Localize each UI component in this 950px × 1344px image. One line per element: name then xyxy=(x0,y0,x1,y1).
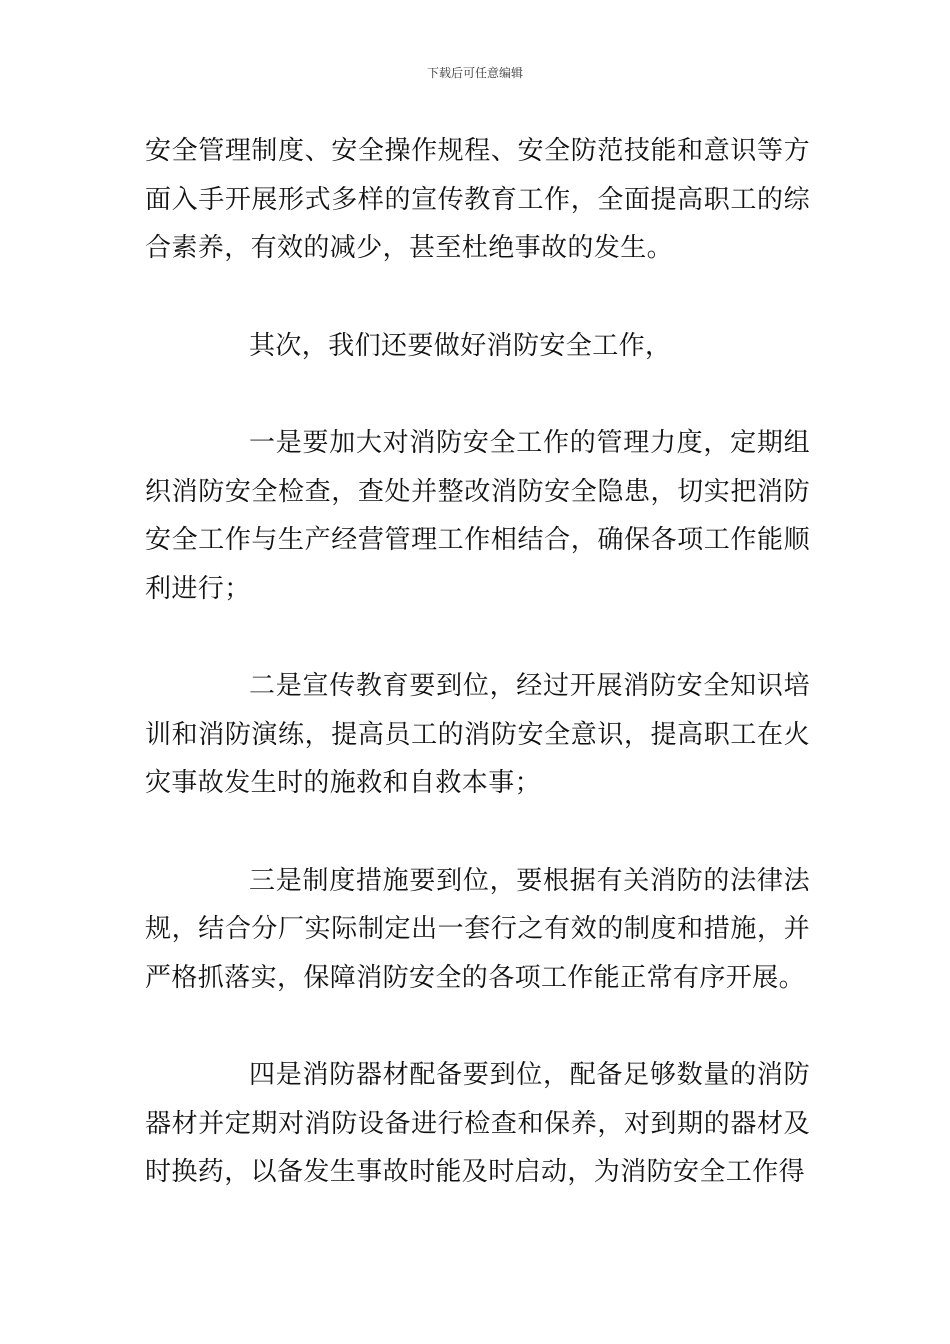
paragraph-2: 其次，我们还要做好消防安全工作， xyxy=(249,330,672,361)
paragraph-4: 二是宣传教育要到位，经过开展消防安全知识培训和消防演练，提高员工的消防安全意识，提高职工在火灾事故发生时的施救和自救本事； xyxy=(145,671,810,798)
document-body xyxy=(145,127,810,1197)
paragraph-6: 四是消防器材配备要到位，配备足够数量的消防器材并定期对消防设备进行检查和保养，对到期的器材及时换药，以备发生事故时能及时启动，为消防安全工作得 xyxy=(145,1060,810,1187)
page-header: 下载后可任意编辑 xyxy=(426,66,523,80)
paragraph-1: 安全管理制度、安全操作规程、安全防范技能和意识等方面入手开展形式多样的宣传教育工作，全面提高职工的综合素养，有效的减少，甚至杜绝事故的发生。 xyxy=(145,136,810,263)
paragraph-5: 三是制度措施要到位，要根据有关消防的法律法规，结合分厂实际制定出一套行之有效的制度和措施，并严格抓落实，保障消防安全的各项工作能正常有序开展。 xyxy=(145,865,810,993)
paragraph-3: 一是要加大对消防安全工作的管理力度，定期组织消防安全检查，查处并整改消防安全隐患，切实把消防安全工作与生产经营管理工作相结合，确保各项工作能顺利进行； xyxy=(145,428,810,604)
